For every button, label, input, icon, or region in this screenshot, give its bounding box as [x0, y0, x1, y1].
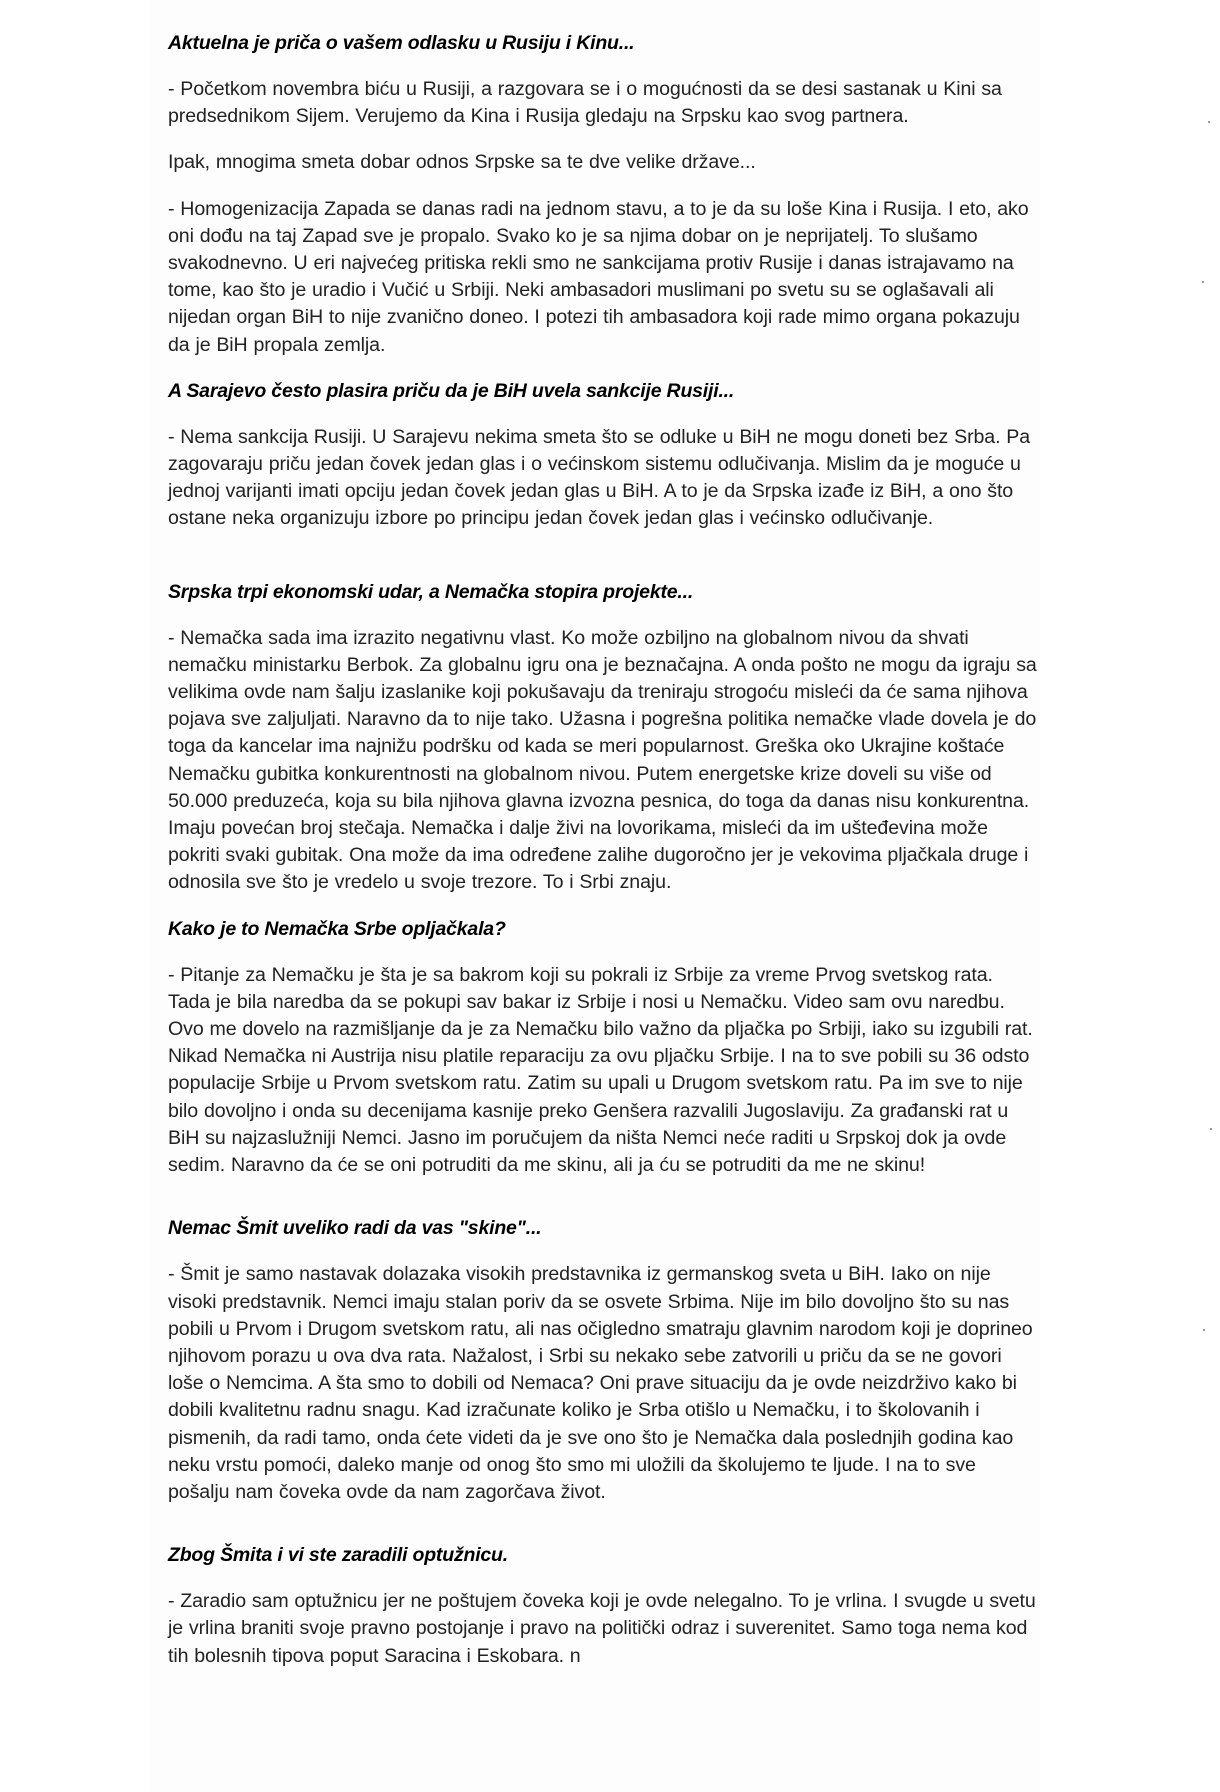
interview-answer: - Nemačka sada ima izrazito negativnu vlast. Ko može ozbiljno na globalnom nivou da shvati nemačku ministarku Berbok. Za globalnu igru ona je beznačajna. A onda pošto ne mogu da igraju sa velikima ovde nam šalju izaslanike koji pokušavaju da treniraju strogoću misleći da će sama njihova pojava sve zaljuljati. Naravno da to nije tako. Užasna i pogrešna politika nemačke vlade dovela je do toga da kancelar ima najnižu podršku od kada se meri popularnost. Greška oko Ukrajine koštaće Nemačku gubitka konkurentnosti na globalnom nivou. Putem energetske krize doveli su više od 50.000 preduzeća, koja su bila njihova glavna izvozna pesnica, do toga da danas nisu konkurentna. Imaju povećan broj stečaja. Nemačka i dalje živi na lovorikama, misleći da im ušteđevina može pokriti svaki gubitak. Ona može da ima određene zalihe dugoročno jer je vekovima pljačkala druge i odnosila sve što je vredelo u svoje trezore. To i Srbi znaju.: [168, 626, 1037, 894]
interview-answer: - Šmit je samo nastavak dolazaka visokih predstavnika iz germanskog sveta u BiH. Iako on nije visoki predstavnik. Nemci imaju stalan poriv da se osvete Srbima. Nije im bilo dovoljno što su nas pobili u Prvom i Drugom svetskom ratu, ali nas očigledno smatraju glavnim narodom koji je doprineo njihovom porazu u ova dva rata. Nažalost, i Srbi su nekako sebe zatvorili u priču da se ne govori loše o Nemcima. A šta smo to dobili od Nemaca? Oni prave situaciju da je ovde neizdrživo kako bi dobili kvalitetnu radnu snagu. Kad izračunate koliko je Srba otišlo u Nemačku, i to školovanih i pismenih, da radi tamo, onda ćete videti da je sve ono što je Nemačka dala poslednjih godina kao neku vrstu pomoći, daleko manje od onog što smo mi uložili da školujemo te ljude. I na to sve pošalju nam čoveka ovde da nam zagorčava život.: [168, 1263, 1033, 1503]
interview-answer: - Homogenizacija Zapada se danas radi na jednom stavu, a to je da su loše Kina i Rusija. I eto, ako oni dođu na taj Zapad sve je propalo. Svako ko je sa njima dobar on je neprijatelj. To slušamo svakodnevno. U eri najvećeg pritiska rekli smo ne sankcijama protiv Rusije i danas istrajavamo na tome, kao što je uradio i Vučić u Srbiji. Neki ambasadori muslimani po svetu su se oglašavali ali nijedan organ BiH to nije zvanično doneo. I potezi tih ambasadora koji rade mimo organa pokazuju da je BiH propala zemlja.: [168, 197, 1029, 356]
article-body: [168, 30, 1038, 1689]
margin-artifact: [1203, 1329, 1205, 1331]
interview-question: Kako je to Nemačka Srbe opljačkala?: [168, 917, 506, 940]
margin-artifact: [1208, 121, 1210, 123]
interview-answer: - Nema sankcija Rusiji. U Sarajevu nekima smeta što se odluke u BiH ne mogu doneti bez Srba. Pa zagovaraju priču jedan čovek jedan glas i o većinskom sistemu odlučivanja. Mislim da je moguće u jednoj varijanti imati opciju jedan čovek jedan glas u BiH. A to je da Srpska izađe iz BiH, a ono što ostane neka organizuju izbore po principu jedan čovek jedan glas i većinsko odlučivanje.: [168, 425, 1031, 530]
margin-artifact: [1210, 1128, 1212, 1130]
interview-question: Nemac Šmit uveliko radi da vas "skine"...: [168, 1217, 542, 1240]
interview-question: Aktuelna je priča o vašem odlasku u Rusiju i Kinu...: [168, 32, 635, 54]
interview-question: Zbog Šmita i vi ste zaradili optužnicu.: [168, 1544, 508, 1567]
interview-question: A Sarajevo često plasira priču da je BiH uvela sankcije Rusiji...: [168, 379, 735, 402]
interview-question-plain: Ipak, mnogima smeta dobar odnos Srpske sa te dve velike države...: [168, 151, 756, 174]
interview-answer: - Pitanje za Nemačku je šta je sa bakrom koji su pokrali iz Srbije za vreme Prvog svetskog rata. Tada je bila naredba da se pokupi sav bakar iz Srbije i nosi u Nemačku. Video sam ovu naredbu. Ovo me dovelo na razmišljanje da je za Nemačku bilo važno da pljačka po Srbiji, iako su izgubili rat. Nikad Nemačka ni Austrija nisu platile reparaciju za ovu pljačku Srbije. I na to sve pobili su 36 odsto populacije Srbije u Prvom svetskom ratu. Zatim su upali u Drugom svetskom ratu. Pa im sve to nije bilo dovoljno i onda su decenijama kasnije preko Genšera razvalili Jugoslaviju. Za građanski rat u BiH su najzaslužniji Nemci. Jasno im poručujem da ništa Nemci neće raditi u Srpskoj dok ja ovde sedim. Naravno da će se oni potruditi da me skinu, ali ja ću se potruditi da me ne skinu!: [168, 963, 1033, 1177]
margin-artifact: [1202, 281, 1204, 283]
interview-answer: - Početkom novembra biću u Rusiji, a razgovara se i o mogućnosti da se desi sastanak u Kini sa predsednikom Sijem. Verujemo da Kina i Rusija gledaju na Srpsku kao svog partnera.: [168, 78, 1002, 128]
interview-answer: - Zaradio sam optužnicu jer ne poštujem čoveka koji je ovde nelegalno. To je vrlina. I svugde u svetu je vrlina braniti svoje pravno postojanje i pravo na politički odraz i suverenitet. Samo toga nema kod tih bolesnih tipova poput Saracina i Eskobara. n: [168, 1590, 1036, 1667]
interview-question: Srpska trpi ekonomski udar, a Nemačka stopira projekte...: [168, 580, 694, 603]
